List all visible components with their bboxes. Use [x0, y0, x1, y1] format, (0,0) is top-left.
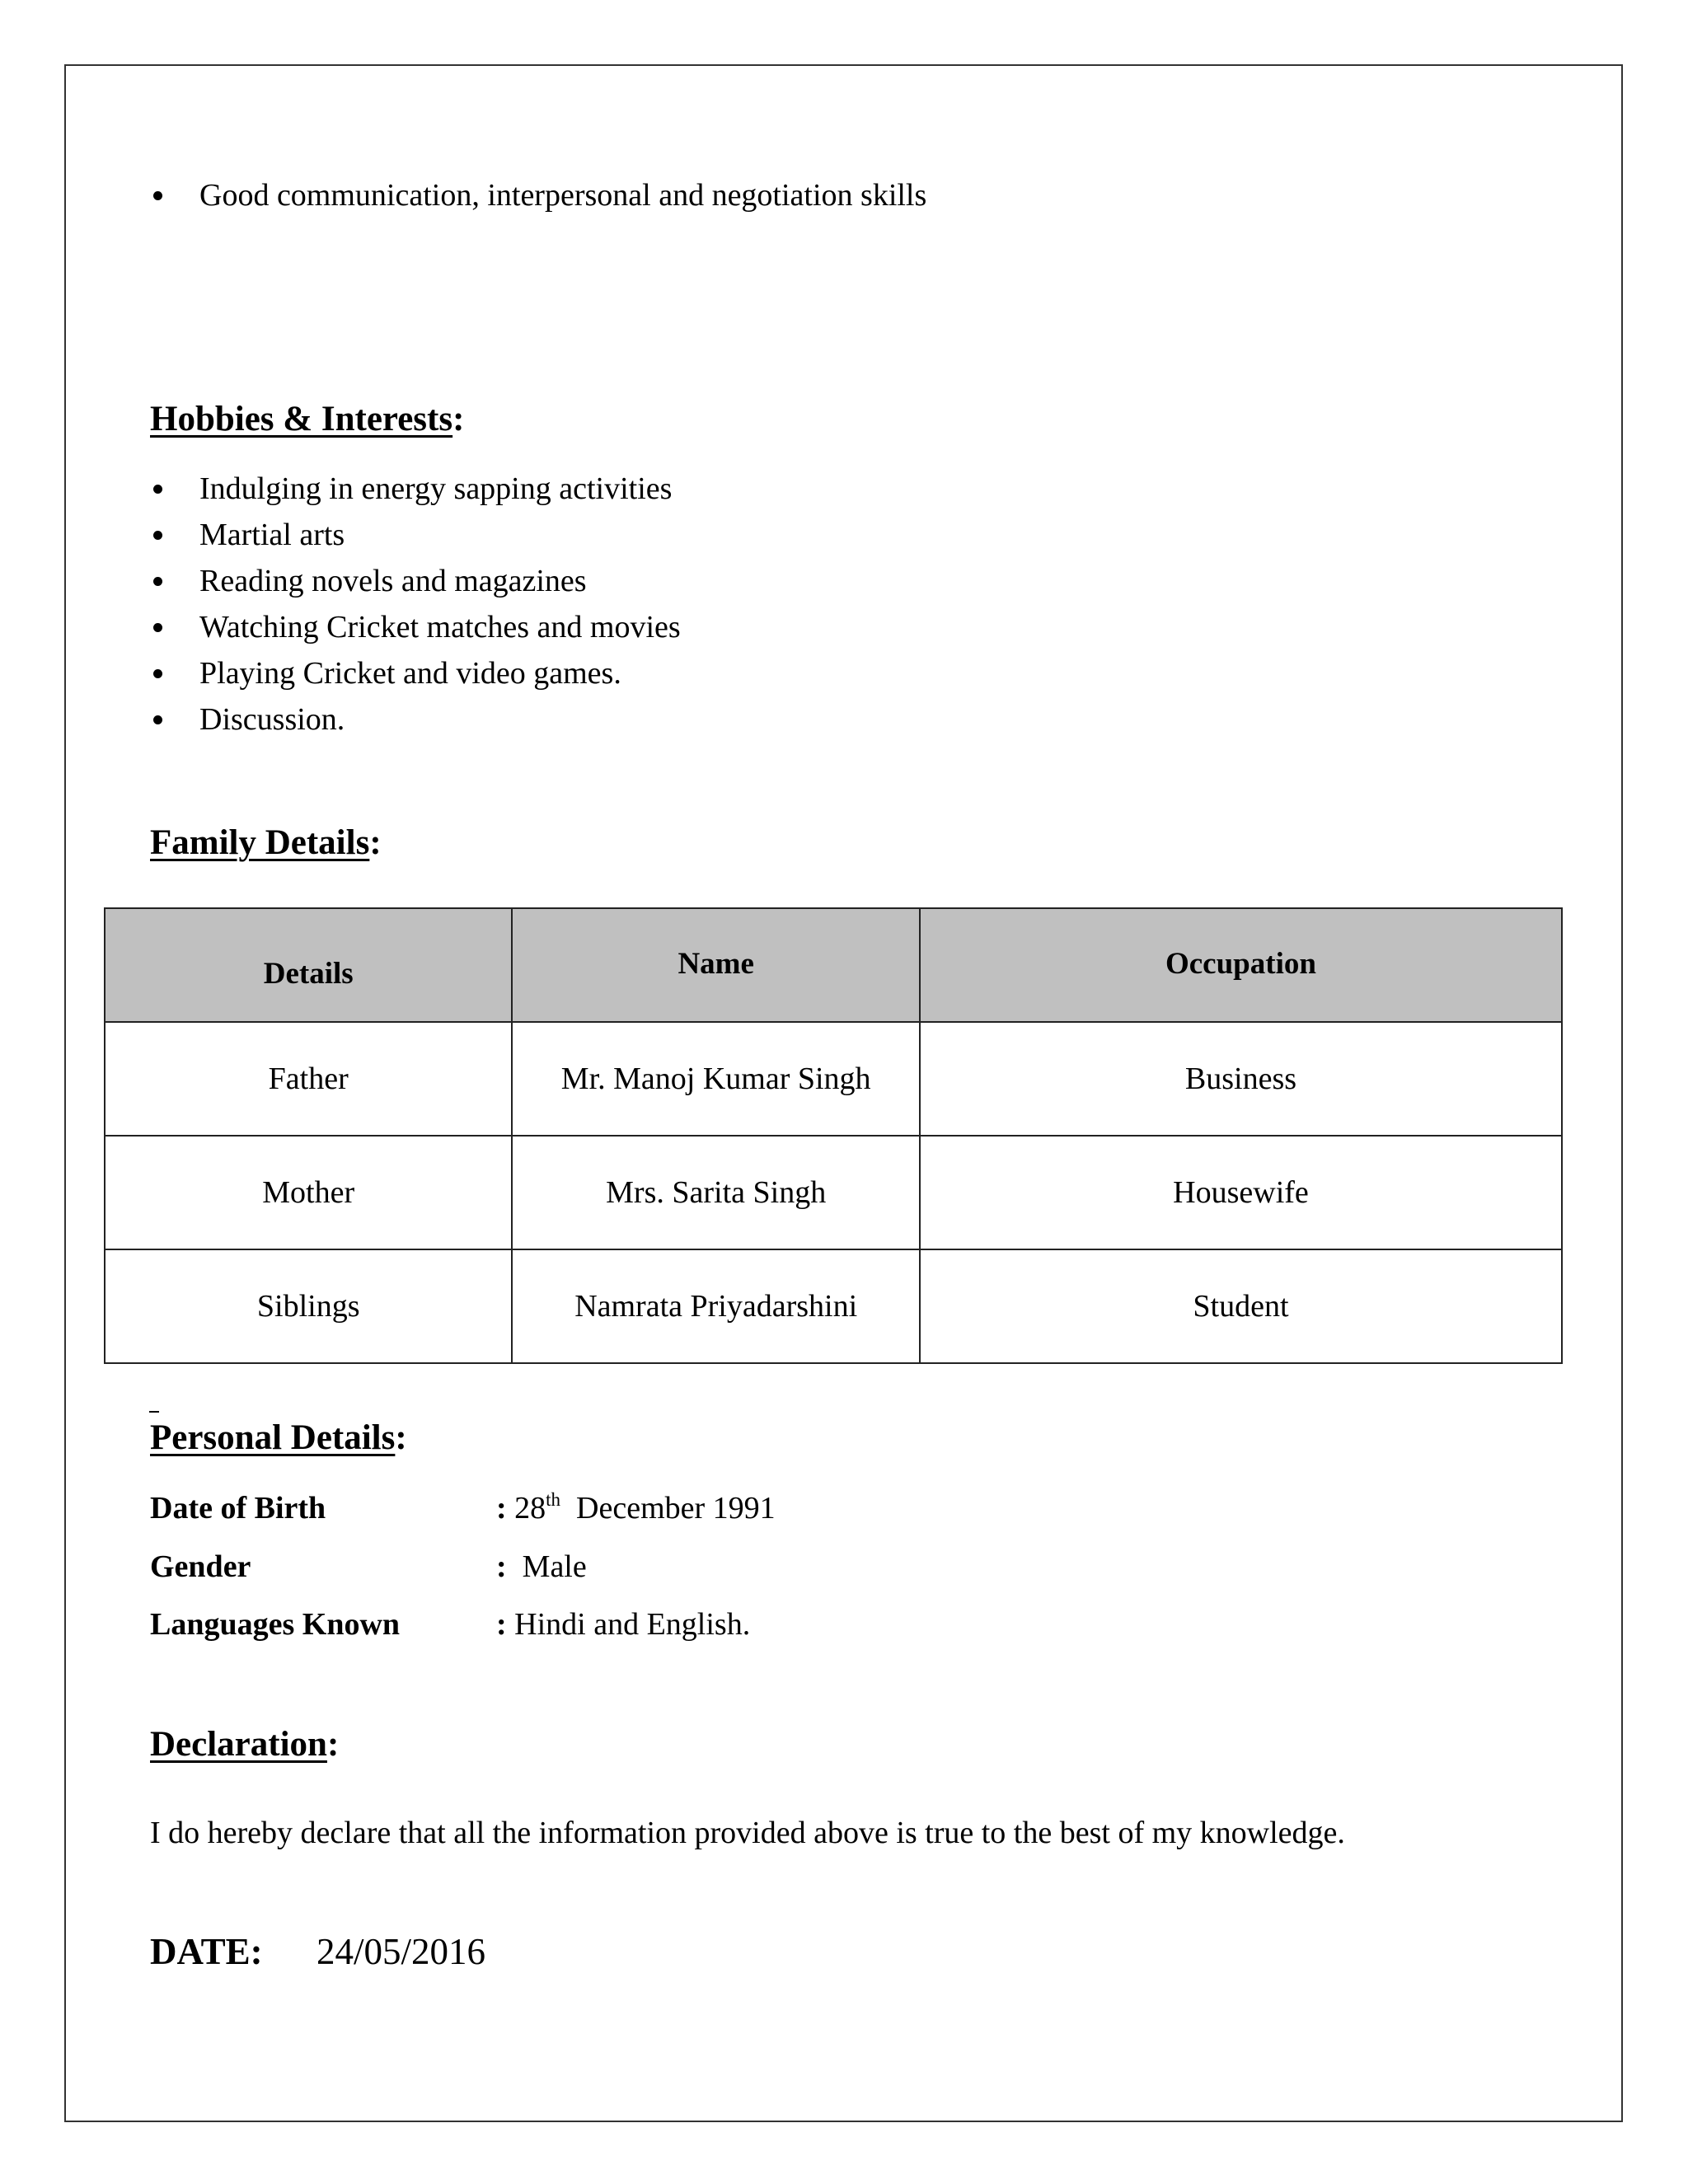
date-line [150, 1927, 486, 1976]
stray-mark [149, 1411, 159, 1413]
table-cell: Mrs. Sarita Singh [512, 1136, 920, 1249]
dob-day: 28 [514, 1491, 546, 1526]
declaration-text: I do hereby declare that all the information provided above is true to the best of my knowledge. [150, 1816, 1345, 1850]
table-row [105, 1022, 1562, 1136]
personal-heading-colon: : [395, 1418, 407, 1457]
dob-label: Date of Birth [150, 1491, 326, 1526]
dob-value [496, 1483, 776, 1533]
column-header-name: Name [512, 908, 920, 1022]
list-item: Indulging in energy sapping activities [150, 466, 681, 512]
table-cell: Student [920, 1249, 1562, 1363]
gender-value [496, 1542, 587, 1591]
gender-text: Male [522, 1549, 587, 1584]
list-item: Good communication, interpersonal and negotiation skills [150, 172, 926, 218]
table-row [105, 1249, 1562, 1363]
gender-label: Gender [150, 1549, 251, 1584]
hobbies-heading-colon: : [452, 400, 465, 438]
table-cell: Housewife [920, 1136, 1562, 1249]
family-heading-colon: : [369, 823, 382, 862]
family-table [104, 907, 1563, 1364]
skills-list [150, 172, 926, 218]
date-label: DATE: [150, 1931, 263, 1972]
languages-value [496, 1600, 750, 1649]
list-item: Discussion. [150, 696, 681, 743]
languages-text: Hindi and English. [514, 1607, 751, 1642]
hobbies-heading-text: Hobbies & Interests [150, 400, 453, 438]
declaration-heading-colon: : [326, 1725, 340, 1764]
languages-separator: : [496, 1607, 507, 1642]
table-cell: Mr. Manoj Kumar Singh [512, 1022, 920, 1136]
dob-separator: : [496, 1491, 507, 1526]
date-value: 24/05/2016 [316, 1931, 486, 1972]
table-row [105, 1136, 1562, 1249]
table-cell: Siblings [105, 1249, 512, 1363]
column-header-details: Details [105, 908, 512, 1022]
family-heading-text: Family Details [150, 823, 370, 862]
family-heading [150, 820, 382, 866]
table-header-row [105, 908, 1562, 1022]
list-item: Watching Cricket matches and movies [150, 604, 681, 650]
table-cell: Mother [105, 1136, 512, 1249]
gender-separator: : [496, 1549, 507, 1584]
hobbies-list [150, 466, 681, 743]
declaration-heading-text: Declaration [150, 1725, 327, 1764]
personal-heading-text: Personal Details [150, 1418, 396, 1457]
dob-rest: December 1991 [576, 1491, 776, 1526]
list-item: Martial arts [150, 512, 681, 558]
column-header-occupation: Occupation [920, 908, 1562, 1022]
hobbies-heading [150, 396, 464, 443]
personal-heading [150, 1415, 407, 1461]
list-item: Reading novels and magazines [150, 558, 681, 604]
table-cell: Namrata Priyadarshini [512, 1249, 920, 1363]
table-cell: Business [920, 1022, 1562, 1136]
languages-label: Languages Known [150, 1607, 401, 1642]
list-item: Playing Cricket and video games. [150, 650, 681, 696]
dob-suffix: th [546, 1489, 561, 1510]
table-cell: Father [105, 1022, 512, 1136]
declaration-heading [150, 1722, 339, 1768]
